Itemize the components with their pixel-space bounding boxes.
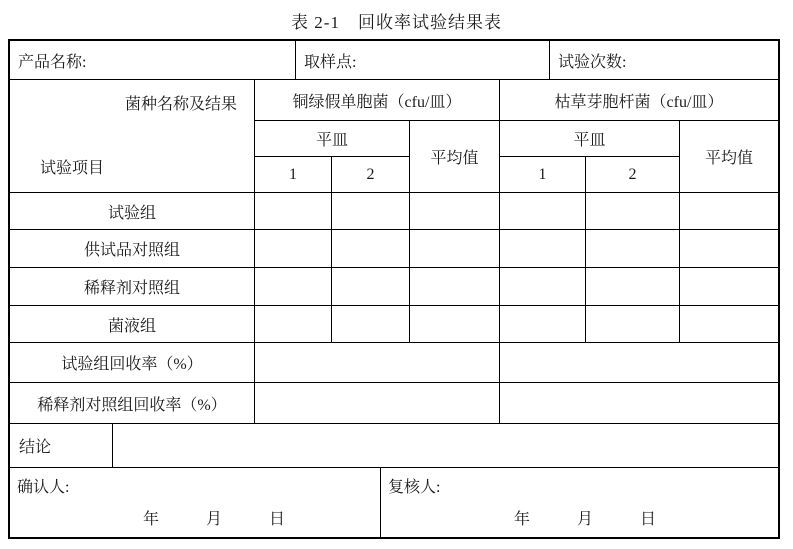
conclusion-label: 结论 bbox=[19, 439, 52, 456]
results-table bbox=[8, 39, 780, 539]
value-cell bbox=[499, 229, 585, 267]
value-cell bbox=[331, 192, 409, 229]
value-cell bbox=[254, 192, 331, 229]
day-label: 日 bbox=[640, 511, 657, 528]
value-cell bbox=[331, 229, 409, 267]
row-label-bacteria-liquid: 菌液组 bbox=[10, 305, 254, 342]
month-label: 月 bbox=[206, 511, 223, 528]
bacillus-section-title: 枯草芽胞杆菌（cfu/皿） bbox=[499, 80, 778, 120]
conclusion-row bbox=[10, 423, 778, 467]
value-cell bbox=[679, 192, 778, 229]
value-cell bbox=[499, 382, 778, 423]
value-cell bbox=[585, 229, 679, 267]
value-cell bbox=[585, 267, 679, 305]
test-item-label: 试验项目 bbox=[40, 160, 105, 177]
plate-label-pseudomonas: 平皿 bbox=[254, 120, 409, 156]
value-cell bbox=[499, 342, 778, 382]
plate-col-2-bacillus: 2 bbox=[585, 156, 679, 192]
sampling-point-cell: 取样点: bbox=[295, 41, 549, 79]
value-cell bbox=[499, 267, 585, 305]
row-label-sample-control: 供试品对照组 bbox=[10, 229, 254, 267]
plate-col-2-pseudomonas: 2 bbox=[331, 156, 409, 192]
species-result-label: 菌种名称及结果 bbox=[124, 96, 237, 113]
value-cell bbox=[679, 267, 778, 305]
value-cell bbox=[499, 305, 585, 342]
value-cell bbox=[331, 305, 409, 342]
year-label: 年 bbox=[514, 511, 531, 528]
value-cell bbox=[409, 192, 499, 229]
signoff-row bbox=[10, 467, 778, 537]
plate-label-bacillus: 平皿 bbox=[499, 120, 679, 156]
conclusion-value bbox=[112, 424, 778, 467]
confirmer-cell bbox=[10, 468, 380, 537]
value-cell bbox=[679, 305, 778, 342]
corner-cell bbox=[10, 80, 254, 192]
value-cell bbox=[409, 305, 499, 342]
value-cell bbox=[331, 267, 409, 305]
reviewer-date-line bbox=[381, 506, 778, 529]
confirmer-date-line bbox=[10, 506, 380, 529]
value-cell bbox=[499, 192, 585, 229]
row-label-test-recovery: 试验组回收率（%） bbox=[10, 342, 254, 382]
value-cell bbox=[409, 267, 499, 305]
value-cell bbox=[585, 192, 679, 229]
row-label-diluent-recovery: 稀释剂对照组回收率（%） bbox=[10, 382, 254, 423]
row-label-diluent-control: 稀释剂对照组 bbox=[10, 267, 254, 305]
value-cell bbox=[254, 342, 499, 382]
avg-label-bacillus: 平均值 bbox=[679, 120, 778, 192]
value-cell bbox=[409, 229, 499, 267]
doc-title: 表 2-1 回收率试验结果表 bbox=[291, 13, 502, 32]
value-cell bbox=[254, 382, 499, 423]
year-label: 年 bbox=[143, 511, 160, 528]
plate-col-1-bacillus: 1 bbox=[499, 156, 585, 192]
day-label: 日 bbox=[269, 511, 286, 528]
value-cell bbox=[585, 305, 679, 342]
value-cell bbox=[679, 229, 778, 267]
value-cell bbox=[254, 229, 331, 267]
product-name-cell: 产品名称: bbox=[18, 53, 87, 71]
info-row bbox=[10, 41, 778, 79]
reviewer-label: 复核人: bbox=[388, 479, 441, 496]
plate-col-1-pseudomonas: 1 bbox=[254, 156, 331, 192]
reviewer-cell bbox=[380, 468, 778, 537]
matrix-grid bbox=[10, 79, 778, 423]
test-count-cell: 试验次数: bbox=[549, 41, 778, 79]
value-cell bbox=[254, 305, 331, 342]
month-label: 月 bbox=[577, 511, 594, 528]
value-cell bbox=[254, 267, 331, 305]
confirmer-label: 确认人: bbox=[17, 479, 70, 496]
pseudomonas-section-title: 铜绿假单胞菌（cfu/皿） bbox=[254, 80, 499, 120]
avg-label-pseudomonas: 平均值 bbox=[409, 120, 499, 192]
row-label-test-group: 试验组 bbox=[10, 192, 254, 229]
